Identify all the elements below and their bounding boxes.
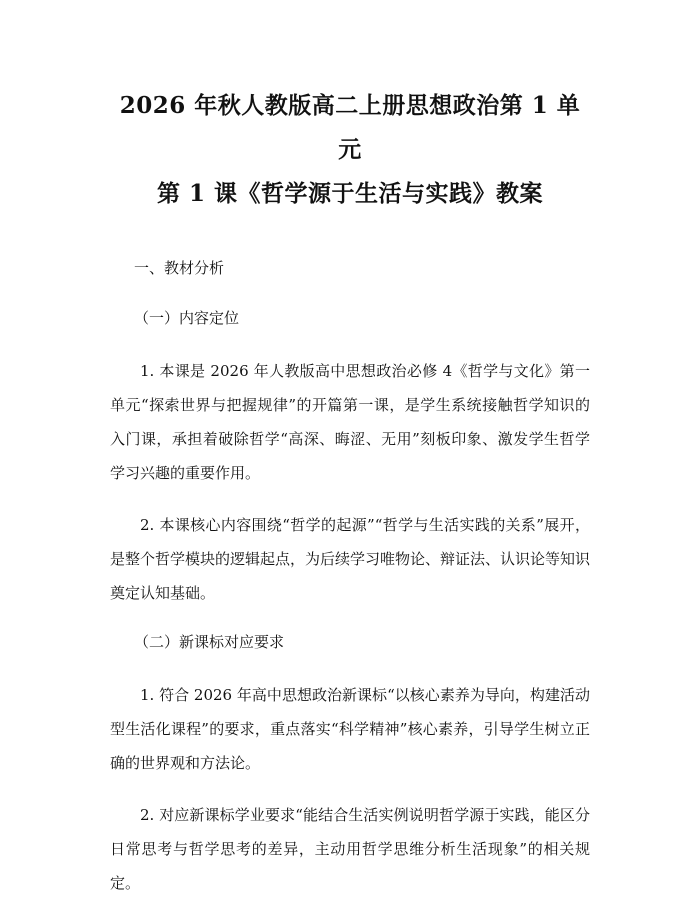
paragraph-content-position-1: 1. 本课是 2026 年人教版高中思想政治必修 4《哲学与文化》第一单元“探索世界与把握规律”的开篇第一课，是学生系统接触哲学知识的入门课，承担着破除哲学“高深、晦涩、无用”刻板印象、激发学生哲学学习兴趣的重要作用。: [110, 362, 590, 482]
paragraph-curriculum-requirement-2: 2. 对应新课标学业要求“能结合生活实例说明哲学源于实践，能区分日常思考与哲学思考的差异，主动用哲学思维分析生活现象”的相关规定。: [110, 806, 590, 892]
subsection-heading-curriculum-requirements: （二）新课标对应要求: [134, 633, 285, 651]
title-line-2: 第 1 课《哲学源于生活与实践》教案: [156, 180, 544, 207]
paragraph-curriculum-requirement-1: 1. 符合 2026 年高中思想政治新课标“以核心素养为导向，构建活动型生活化课程”的要求，重点落实“科学精神”核心素养，引导学生树立正确的世界观和方法论。: [110, 686, 590, 772]
title-line-1: 2026 年秋人教版高二上册思想政治第 1 单元: [119, 92, 581, 163]
subsection-heading-content-position: （一）内容定位: [134, 309, 240, 327]
paragraph-content-position-2: 2. 本课核心内容围绕“哲学的起源”“哲学与生活实践的关系”展开，是整个哲学模块的逻辑起点，为后续学习唯物论、辩证法、认识论等知识奠定认知基础。: [110, 516, 591, 602]
section-heading-textbook-analysis: 一、教材分析: [134, 259, 225, 277]
document-title: [110, 84, 590, 216]
